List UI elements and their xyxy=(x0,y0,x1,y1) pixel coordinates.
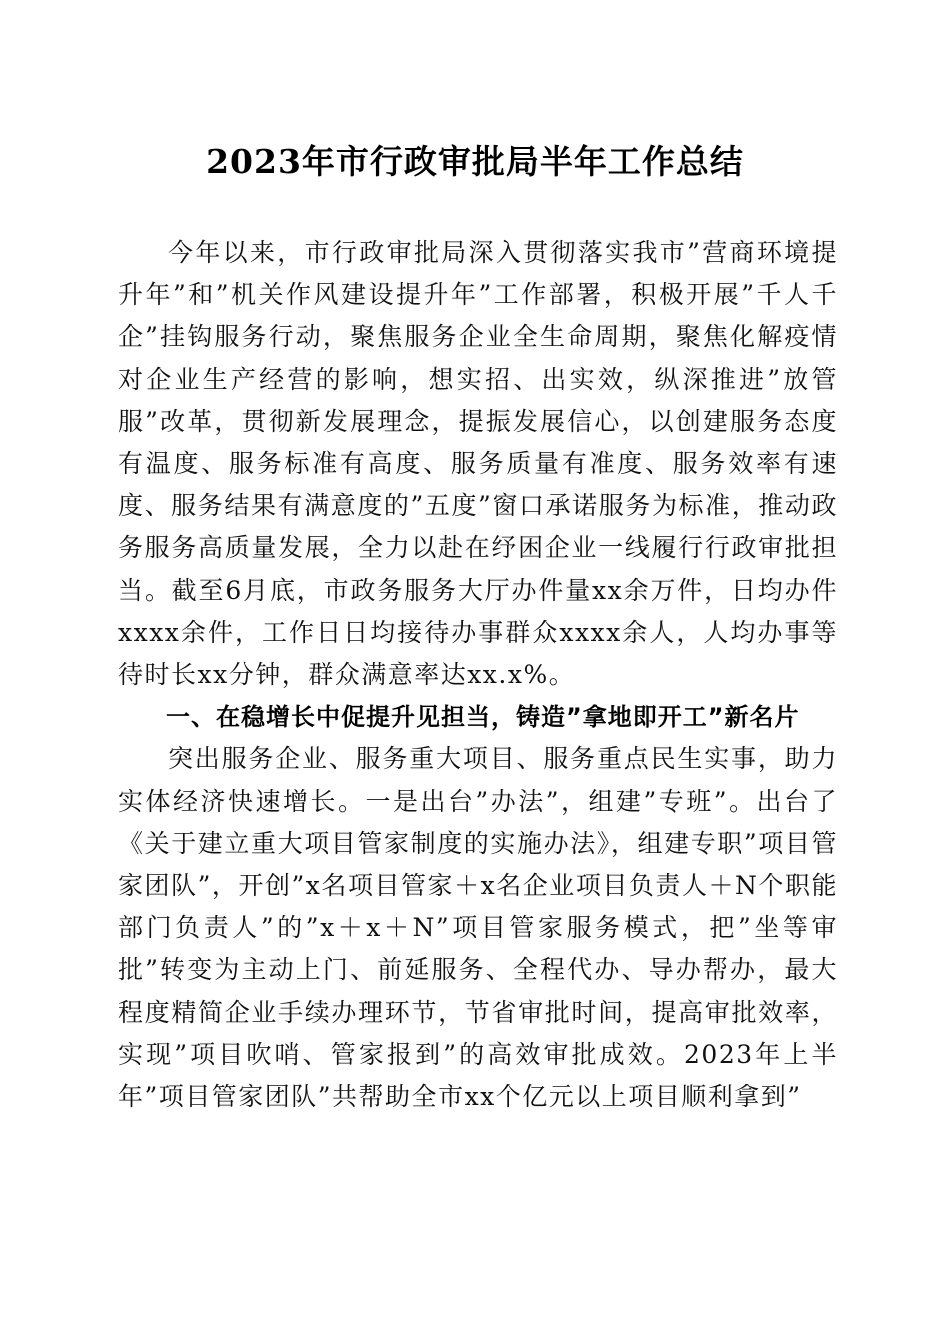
section-heading: 一、在稳增长中促提升见担当，铸造”拿地即开工”新名片 xyxy=(166,703,800,732)
intro-paragraph: 今年以来，市行政审批局深入贯彻落实我市”营商环境提升年”和”机关作风建设提升年”工作部署，积极开展”千人千企”挂钩服务行动，聚焦服务企业全生命周期，聚焦化解疫情对企业生产经营的影响，想实招、出实效，纵深推进”放管服”改革，贯彻新发展理念，提振发展信心，以创建服务态度有温度、服务标准有高度、服务质量有准度、服务效率有速度、服务结果有满意度的”五度”窗口承诺服务为标准，推动政务服务高质量发展，全力以赴在纾困企业一线履行行政审批担当。截至6月底，市政务服务大厅办件量xx余万件，日均办件xxxx余件，工作日日均接待办事群众xxxx余人，人均办事等待时长xx分钟，群众满意率达xx.x%。 xyxy=(118,238,838,690)
section-paragraph: 突出服务企业、服务重大项目、服务重点民生实事，助力实体经济快速增长。一是出台”办法”，组建”专班”。出台了《关于建立重大项目管家制度的实施办法》，组建专职”项目管家团队”，开创”x名项目管家＋x名企业项目负责人＋N个职能部门负责人”的”x＋x＋N”项目管家服务模式，把”坐等审批”转变为主动上门、前延服务、全程代办、导办帮办，最大程度精简企业手续办理环节，节省审批时间，提高审批效率，实现”项目吹哨、管家报到”的高效审批成效。2023年上半年”项目管家团队”共帮助全市xx个亿元以上项目顺利拿到” xyxy=(118,744,838,1112)
document-title: 2023年市行政审批局半年工作总结 xyxy=(206,142,744,181)
document-body xyxy=(118,232,838,1118)
